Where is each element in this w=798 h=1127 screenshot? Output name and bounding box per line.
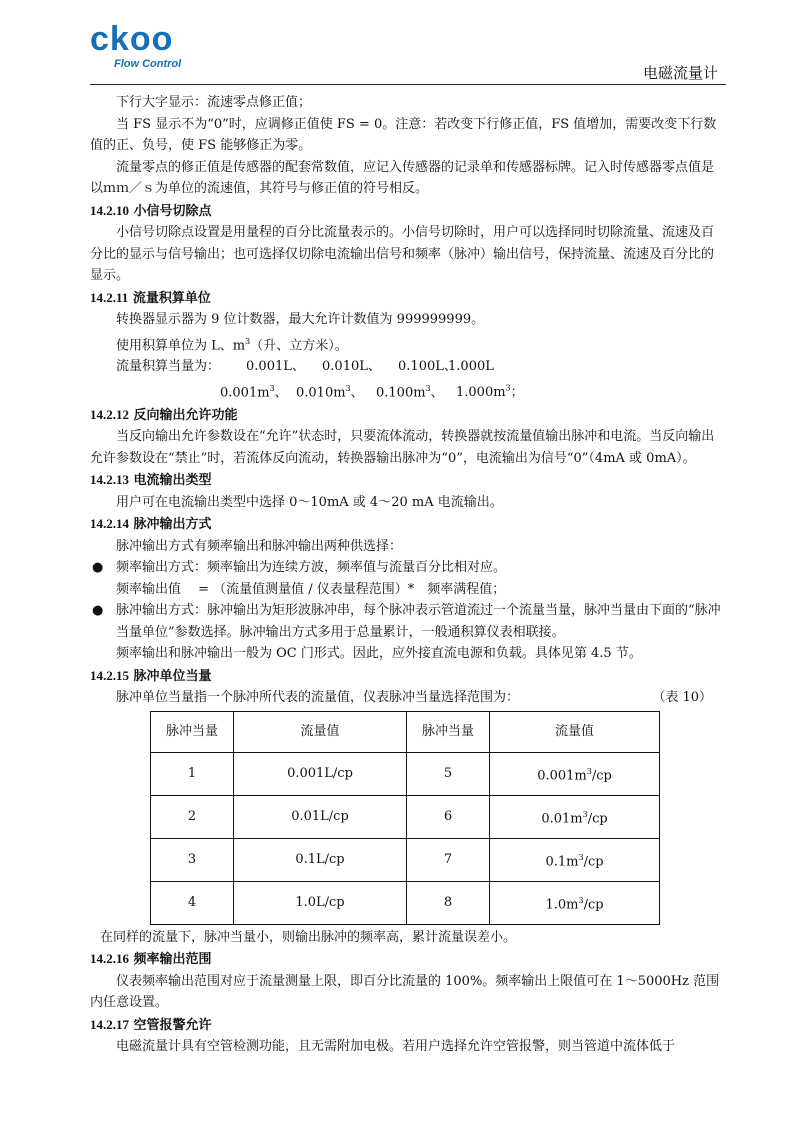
paragraph: 电磁流量计具有空管检测功能，且无需附加电极。若用户选择允许空管报警，则当管道中流体低于 — [116, 1039, 676, 1055]
document-title: 电磁流量计 — [642, 64, 718, 82]
column-header: 流量值 — [490, 711, 660, 752]
table-cell: $0.001m^3/cp$ — [490, 752, 660, 795]
table-cell: 1 — [151, 752, 234, 795]
header-divider — [90, 84, 726, 85]
table-row — [151, 838, 660, 881]
table-cell: 7 — [407, 838, 490, 881]
table-cell: 4 — [151, 881, 234, 924]
table-cell: 0.01L/cp — [234, 795, 407, 838]
table-cell: $1.0m^3/cp$ — [490, 881, 660, 924]
pulse-equivalent-table — [150, 711, 660, 925]
table-cell: 1.0L/cp — [234, 881, 407, 924]
table-cell: $0.01m^3/cp$ — [490, 795, 660, 838]
table-cell: $0.1m^3/cp$ — [490, 838, 660, 881]
column-header: 脉冲当量 — [151, 711, 234, 752]
table-caption: 脉冲单位当量指一个脉冲所代表的流量值，仪表脉冲当量选择范围为： （表 10） — [116, 690, 712, 706]
table-cell: 2 — [151, 795, 234, 838]
page-content — [90, 92, 726, 1058]
table-row — [151, 881, 660, 924]
table-row — [151, 795, 660, 838]
paragraph: 当反向输出允许参数设在“允许”状态时，只要流体流动，转换器就按流量值输出脉冲和电流。当反向输出允许参数设在“禁止”时，若流体反向流动，转换器输出脉冲为“0”，电流输出为信号“0”（4mA 或 0mA）。 — [90, 429, 715, 466]
table-cell: 5 — [407, 752, 490, 795]
paragraph: 使用积算单位为 L、$m^3$（升、立方米）。 — [116, 336, 348, 353]
brand-logo — [90, 22, 230, 70]
paragraph: 下行大字显示：流速零点修正值； — [116, 95, 312, 110]
paragraph: 转换器显示器为 9 位计数器，最大允许计数值为 999999999。 — [116, 312, 485, 327]
paragraph: 在同样的流量下，脉冲当量小，则输出脉冲的频率高，累计流量误差小。 — [100, 929, 517, 945]
bullet-icon: ● — [92, 603, 104, 619]
section-heading: 14.2.11 流量积算单位 — [90, 289, 211, 306]
column-header: 流量值 — [234, 711, 407, 752]
table-row — [151, 752, 660, 795]
paragraph: 频率输出和脉冲输出一般为 OC 门形式。因此，应外接直流电源和负载。具体见第 4.5 节。 — [116, 646, 642, 662]
section-heading: 14.2.13 电流输出类型 — [90, 472, 212, 489]
list-item: ● 脉冲输出方式：脉冲输出为矩形波脉冲串，每个脉冲表示管道流过一个流量当量，脉冲当量由下面的“脉冲当量单位”参数选择。脉冲输出方式多用于总量累计，一般通积算仪表相联接。 — [90, 600, 726, 643]
section-heading: 14.2.12 反向输出允许功能 — [90, 406, 238, 423]
paragraph: 脉冲输出方式有频率输出和脉冲输出两种供选择： — [116, 538, 403, 554]
section-heading: 14.2.14 脉冲输出方式 — [90, 516, 212, 533]
table-cell: 0.001L/cp — [234, 752, 407, 795]
logo-wordmark: ckoo — [90, 20, 174, 58]
paragraph: 仪表频率输出范围对应于流量测量上限，即百分比流量的 100%。频率输出上限值可在 1～5000Hz 范围内任意设置。 — [90, 973, 720, 1011]
logo-tagline: Flow Control — [114, 58, 182, 70]
formula: 频率输出值 = （流量值测量值 / 仪表量程范围）* 频率满程值； — [116, 581, 506, 597]
paragraph: 流量零点的修正值是传感器的配套常数值，应记入传感器的记录单和传感器标牌。记入时传感器零点值是以ｍｍ／ｓ为单位的流速值，其符号与修正值的符号相反。 — [90, 159, 715, 196]
column-header: 脉冲当量 — [407, 711, 490, 752]
table-cell: 3 — [151, 838, 234, 881]
section-heading: 14.2.17 空管报警允许 — [90, 1016, 212, 1033]
table-header-row — [151, 711, 660, 752]
section-heading: 14.2.16 频率输出范围 — [90, 951, 212, 968]
table-cell: 6 — [407, 795, 490, 838]
paragraph: 小信号切除点设置是用量程的百分比流量表示的。小信号切除时，用户可以选择同时切除流量、流速及百分比的显示与信号输出；也可选择仅切除电流输出信号和频率（脉冲）输出信号，保持流量、流速及百分比的显示。 — [90, 225, 715, 283]
totalizer-equivalents-row: $0.001m^3$、 $0.010m^3$、 $0.100m^3$、 $1.000m^3$； — [220, 383, 524, 401]
paragraph: 用户可在电流输出类型中选择 0～10mA 或 4～20 mA 电流输出。 — [116, 494, 503, 510]
totalizer-equivalents-row: 流量积算当量为： 0.001L、 0.010L、 0.100L、1.000L — [116, 359, 494, 375]
bullet-icon: ● — [92, 560, 104, 576]
table-cell: 8 — [407, 881, 490, 924]
section-heading: 14.2.15 脉冲单位当量 — [90, 667, 212, 684]
list-item: ● 频率输出方式：频率输出为连续方波，频率值与流量百分比相对应。 — [90, 557, 726, 579]
table-cell: 0.1L/cp — [234, 838, 407, 881]
section-heading: 14.2.10 小信号切除点 — [90, 202, 212, 219]
paragraph: 当 FS 显示不为“0”时，应调修正值使 FS = 0。注意：若改变下行修正值，FS 值增加，需要改变下行数值的正、负号，使 FS 能够修正为零。 — [90, 116, 717, 153]
